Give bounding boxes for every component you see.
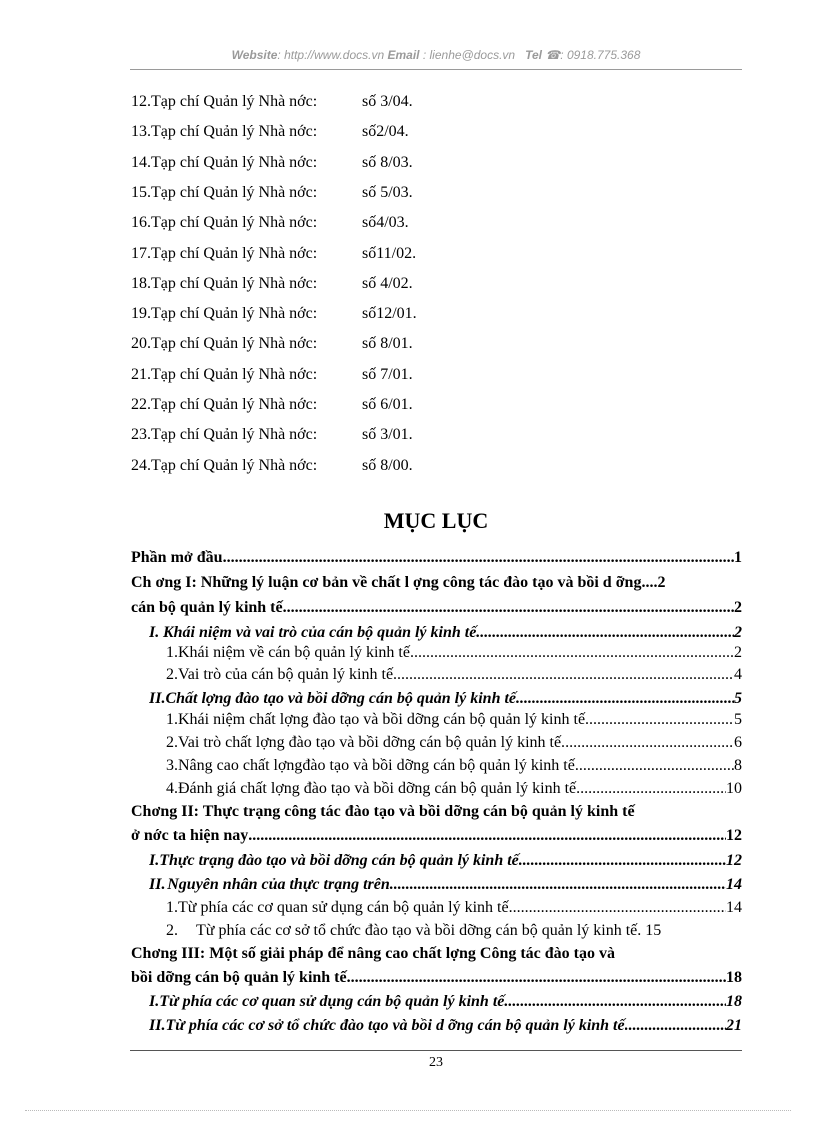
reference-item (131, 274, 413, 294)
toc-ch1-s1-item-2[interactable]: 2. Vai trò của cán bộ quản lý kinh tế. ..... 4 (166, 665, 742, 685)
reference-item (131, 425, 413, 445)
email-label: Email (387, 48, 420, 62)
tel-label: Tel (525, 48, 542, 62)
reference-number: 15. (131, 184, 151, 201)
reference-issue: số 6/01. (362, 396, 413, 413)
toc-ch3-section-2[interactable]: II. Từ phía các cơ sở tổ chức đào tạo và bồi d ỡng cán bộ quản lý kinh tế ..... 21 (149, 1016, 742, 1036)
reference-item (131, 183, 413, 203)
reference-title: Tạp chí Quản lý Nhà nớc: (151, 214, 318, 231)
toc-ch1-s1-item-1[interactable]: 1. Khái niệm về cán bộ quản lý kinh tế. ..... 2 (166, 643, 742, 663)
reference-number: 21. (131, 366, 151, 383)
reference-title: Tạp chí Quản lý Nhà nớc: (151, 184, 318, 201)
reference-issue: số 3/04. (362, 93, 413, 110)
reference-item (131, 395, 413, 415)
reference-item (131, 456, 413, 476)
reference-number: 12. (131, 93, 151, 110)
toc-ch2-s2-item-2[interactable]: 2. Từ phía các cơ sở tổ chức đào tạo và bồi dỡng cán bộ quản lý kinh tế. 15 (166, 922, 662, 939)
reference-issue: số12/01. (362, 305, 417, 322)
toc-ch2-section-1[interactable]: I. Thực trạng đào tạo và bồi dỡng cán bộ quản lý kinh tế ..... 12 (149, 851, 742, 871)
reference-item (131, 304, 417, 324)
toc-chapter-2-line1[interactable]: Chơng II: Thực trạng công tác đào tạo và bồi dỡng cán bộ quản lý kinh tế (131, 803, 635, 820)
reference-item (131, 92, 413, 112)
reference-number: 17. (131, 245, 151, 262)
reference-title: Tạp chí Quản lý Nhà nớc: (151, 305, 318, 322)
toc-ch1-section-1[interactable]: I. Khái niệm và vai trò của cán bộ quản lý kinh tế. ..... 2 (149, 623, 742, 643)
toc-title: MỤC LỤC (383, 508, 489, 533)
reference-title: Tạp chí Quản lý Nhà nớc: (151, 426, 318, 443)
reference-issue: số 8/00. (362, 457, 413, 474)
toc-chapter-1-line2[interactable]: cán bộ quản lý kinh tế ..... 2 (131, 598, 742, 618)
toc-ch1-s2-item-1[interactable]: 1. Khái niệm chất lợng đào tạo và bồi dỡng cán bộ quản lý kinh tế ..... 5 (166, 710, 742, 730)
reference-number: 23. (131, 426, 151, 443)
toc-ch2-s2-item-1[interactable]: 1. Từ phía các cơ quan sử dụng cán bộ quản lý kinh tế ..... 14 (166, 898, 742, 918)
reference-number: 18. (131, 275, 151, 292)
reference-issue: số11/02. (362, 245, 417, 262)
reference-title: Tạp chí Quản lý Nhà nớc: (151, 154, 318, 171)
reference-issue: số 7/01. (362, 366, 413, 383)
website-value: : http://www.docs.vn (277, 48, 385, 62)
reference-item (131, 365, 413, 385)
reference-number: 16. (131, 214, 151, 231)
reference-issue: số2/04. (362, 123, 409, 140)
toc-chapter-2-line2[interactable]: ở nớc ta hiện nay ..... 12 (131, 826, 742, 846)
reference-item (131, 122, 409, 142)
footer-divider (130, 1050, 742, 1051)
reference-number: 13. (131, 123, 151, 140)
reference-item (131, 213, 409, 233)
page-header (130, 48, 742, 62)
reference-number: 14. (131, 154, 151, 171)
header-divider (130, 69, 742, 70)
toc-ch2-section-2[interactable]: II. Nguyên nhân của thực trạng trên. ..... 14 (149, 875, 742, 895)
toc-chapter-1-line1[interactable]: Ch ơng I: Những lý luận cơ bản về chất l ợng công tác đào tạo và bồi d ỡng....2 (131, 574, 666, 591)
reference-number: 19. (131, 305, 151, 322)
website-label: Website (231, 48, 278, 62)
reference-number: 22. (131, 396, 151, 413)
reference-item (131, 244, 416, 264)
reference-issue: số 4/02. (362, 275, 413, 292)
reference-issue: số 8/03. (362, 154, 413, 171)
reference-issue: số 5/03. (362, 184, 413, 201)
reference-issue: số4/03. (362, 214, 409, 231)
reference-title: Tạp chí Quản lý Nhà nớc: (151, 366, 318, 383)
reference-number: 20. (131, 335, 151, 352)
reference-title: Tạp chí Quản lý Nhà nớc: (151, 396, 318, 413)
toc-ch3-section-1[interactable]: I. Từ phía các cơ quan sử dụng cán bộ quản lý kinh tế ..... 18 (149, 992, 742, 1012)
toc-ch1-section-2[interactable]: II. Chất lợng đào tạo và bồi dỡng cán bộ quản lý kinh tế. ..... 5 (149, 689, 742, 709)
reference-title: Tạp chí Quản lý Nhà nớc: (151, 275, 318, 292)
tel-value: ☎: 0918.775.368 (545, 48, 641, 62)
reference-item (131, 153, 413, 173)
reference-number: 24. (131, 457, 151, 474)
email-value: : lienhe@docs.vn (422, 48, 516, 62)
toc-ch1-s2-item-3[interactable]: 3. Nâng cao chất lợngđào tạo và bồi dỡng cán bộ quản lý kinh tế. ..... 8 (166, 756, 742, 776)
reference-title: Tạp chí Quản lý Nhà nớc: (151, 245, 318, 262)
toc-ch1-s2-item-4[interactable]: 4. Đánh giá chất lợng đào tạo và bồi dỡng cán bộ quản lý kinh tế ..... 10 (166, 779, 742, 799)
toc-chapter-3-line2[interactable]: bồi dỡng cán bộ quản lý kinh tế ..... 18 (131, 968, 742, 988)
reference-issue: số 8/01. (362, 335, 413, 352)
toc-chapter-3-line1[interactable]: Chơng III: Một số giải pháp để nâng cao chất lợng Công tác đào tạo và (131, 945, 615, 962)
toc-ch1-s2-item-2[interactable]: 2. Vai trò chất lợng đào tạo và bồi dỡng cán bộ quản lý kinh tế. ..... 6 (166, 733, 742, 753)
reference-item (131, 334, 413, 354)
reference-title: Tạp chí Quản lý Nhà nớc: (151, 335, 318, 352)
reference-title: Tạp chí Quản lý Nhà nớc: (151, 457, 318, 474)
page-number: 23 (429, 1055, 443, 1070)
reference-issue: số 3/01. (362, 426, 413, 443)
page-edge-marker (25, 1110, 791, 1111)
reference-title: Tạp chí Quản lý Nhà nớc: (151, 123, 318, 140)
toc-intro[interactable]: Phần mở đầu ..... 1 (131, 548, 742, 568)
reference-title: Tạp chí Quản lý Nhà nớc: (151, 93, 318, 110)
